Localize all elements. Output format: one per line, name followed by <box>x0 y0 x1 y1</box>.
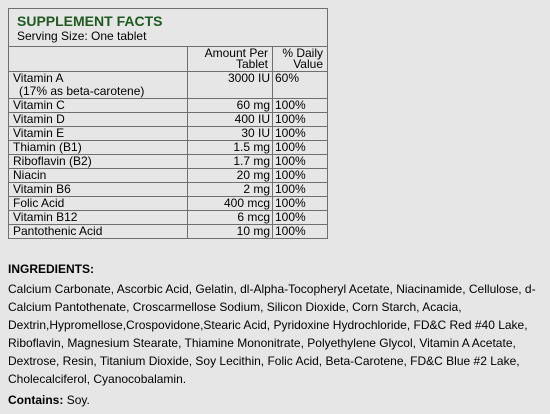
nutrient-name: Riboflavin (B2) <box>13 154 92 168</box>
nutrient-daily-value: 100% <box>273 197 328 211</box>
nutrient-name-cell <box>9 127 188 141</box>
nutrient-amount: 30 IU <box>188 127 273 141</box>
header-amount: Amount Per Tablet <box>188 47 273 72</box>
nutrient-name-cell <box>9 155 188 169</box>
table-row <box>9 99 327 113</box>
nutrient-name: Vitamin A <box>13 71 64 85</box>
nutrient-daily-value: 100% <box>273 155 328 169</box>
supplement-facts-panel <box>8 8 328 239</box>
contains-label: Contains: <box>8 393 64 407</box>
nutrient-name: Thiamin (B1) <box>13 140 82 154</box>
table-row <box>9 72 327 99</box>
nutrient-amount: 10 mg <box>188 225 273 239</box>
nutrient-name-cell <box>9 72 188 99</box>
header-nutrient <box>9 47 188 72</box>
nutrient-name-cell <box>9 141 188 155</box>
nutrient-daily-value: 100% <box>273 169 328 183</box>
table-row <box>9 141 327 155</box>
nutrient-amount: 400 mcg <box>188 197 273 211</box>
allergen-statement <box>8 392 90 408</box>
contains-value: Soy. <box>66 393 90 407</box>
nutrient-table <box>9 47 327 238</box>
nutrient-name-cell <box>9 113 188 127</box>
table-row <box>9 155 327 169</box>
nutrient-daily-value: 60% <box>273 72 328 99</box>
nutrient-amount: 2 mg <box>188 183 273 197</box>
nutrient-daily-value: 100% <box>273 127 328 141</box>
nutrient-amount: 20 mg <box>188 169 273 183</box>
nutrient-name: Vitamin B12 <box>13 210 78 224</box>
ingredients-text: Calcium Carbonate, Ascorbic Acid, Gelatin, dl-Alpha-Tocopheryl Acetate, Niacinamide, Cellulose, d-Calcium Pantothenate, Croscarmellose Sodium, Silicon Dioxide, Corn Starch, Acacia, Dextrin,Hypromellose,Crospovidone,Stearic Acid, Pyridoxine Hydrochloride, FD&C Red #40 Lake, Riboflavin, Magnesium Stearate, Thiamine Mononitrate, Polyethylene Glycol, Vitamin A Acetate, Dextrose, Resin, Titanium Dioxide, Soy Lecithin, Folic Acid, Beta-Carotene, FD&C Blue #2 Lake, Cholecalciferol, Cyanocobalamin. <box>8 282 536 386</box>
nutrient-amount: 6 mcg <box>188 211 273 225</box>
table-header-row <box>9 47 327 72</box>
nutrient-daily-value: 100% <box>273 183 328 197</box>
ingredients-title: INGREDIENTS: <box>8 262 95 276</box>
facts-title: SUPPLEMENT FACTS <box>17 13 163 29</box>
nutrient-daily-value: 100% <box>273 141 328 155</box>
nutrient-name: Vitamin E <box>13 126 65 140</box>
serving-size: Serving Size: One tablet <box>17 29 147 43</box>
table-row <box>9 127 327 141</box>
nutrient-name-cell <box>9 197 188 211</box>
facts-header <box>9 9 327 47</box>
header-daily-value: % Daily Value <box>273 47 328 72</box>
nutrient-name-cell <box>9 99 188 113</box>
nutrient-name: Vitamin D <box>13 112 65 126</box>
nutrient-amount: 1.5 mg <box>188 141 273 155</box>
nutrient-daily-value: 100% <box>273 211 328 225</box>
nutrient-name-cell <box>9 225 188 239</box>
nutrient-name: Folic Acid <box>13 196 65 210</box>
nutrient-name-cell <box>9 183 188 197</box>
table-row <box>9 211 327 225</box>
table-row <box>9 197 327 211</box>
nutrient-amount: 1.7 mg <box>188 155 273 169</box>
nutrient-amount: 60 mg <box>188 99 273 113</box>
nutrient-rows <box>9 72 327 239</box>
nutrient-name: Pantothenic Acid <box>13 224 103 238</box>
ingredients-section <box>8 260 544 388</box>
table-row <box>9 183 327 197</box>
nutrient-name: Niacin <box>13 168 47 182</box>
table-row <box>9 169 327 183</box>
nutrient-name: Vitamin B6 <box>13 182 71 196</box>
table-row <box>9 225 327 239</box>
nutrient-amount: 400 IU <box>188 113 273 127</box>
table-row <box>9 113 327 127</box>
nutrient-name-cell <box>9 211 188 225</box>
nutrient-daily-value: 100% <box>273 99 328 113</box>
nutrient-name: Vitamin C <box>13 98 65 112</box>
nutrient-name-cell <box>9 169 188 183</box>
nutrient-daily-value: 100% <box>273 225 328 239</box>
nutrient-note: (17% as beta-carotene) <box>19 84 145 98</box>
nutrient-amount: 3000 IU <box>188 72 273 99</box>
nutrient-daily-value: 100% <box>273 113 328 127</box>
